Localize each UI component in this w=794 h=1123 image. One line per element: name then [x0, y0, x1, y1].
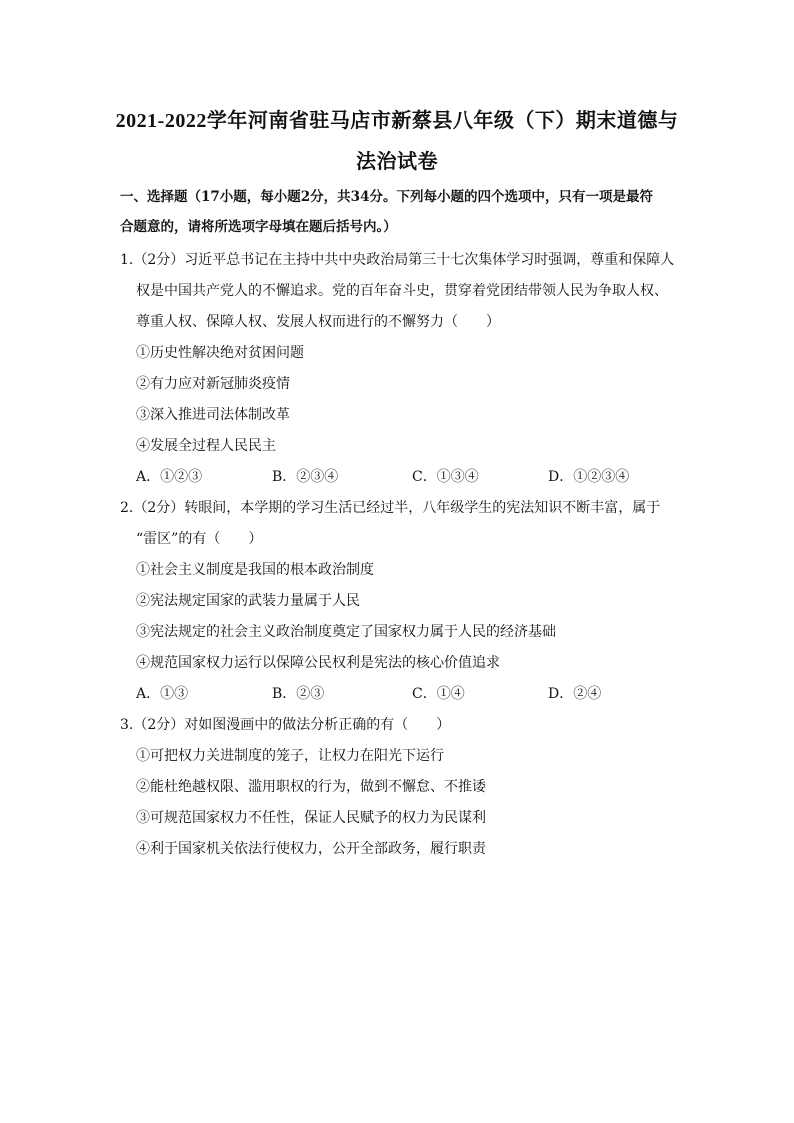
- question-2-line2: “雷区”的有（ ）: [136, 531, 263, 547]
- question-1-statement-2: ②有力应对新冠肺炎疫情: [136, 376, 290, 392]
- exam-title-line1: 2021-2022学年河南省驻马店市新蔡县八年级（下）期末道德与: [115, 110, 679, 132]
- question-1-option-b: B．②③④: [272, 469, 339, 485]
- question-3-statement-1: ①可把权力关进制度的笼子，让权力在阳光下运行: [136, 748, 444, 764]
- question-3-line1: 3.（2分）对如图漫画中的做法分析正确的有（ ）: [120, 717, 451, 733]
- question-2-statement-3: ③宪法规定的社会主义政治制度奠定了国家权力属于人民的经济基础: [136, 624, 556, 640]
- question-1-line3: 尊重人权、保障人权、发展人权而进行的不懈努力（ ）: [136, 314, 500, 330]
- question-1-option-c: C．①③④: [412, 469, 479, 485]
- question-2-statement-4: ④规范国家权力运行以保障公民权利是宪法的核心价值追求: [136, 655, 500, 671]
- question-1-option-d: D．①②③④: [548, 469, 630, 485]
- question-2-statement-2: ②宪法规定国家的武装力量属于人民: [136, 593, 360, 609]
- question-2-line1: 2.（2分）转眼间，本学期的学习生活已经过半，八年级学生的宪法知识不断丰富，属于: [120, 500, 661, 516]
- question-2-option-b: B．②③: [272, 686, 325, 702]
- question-1-option-a: A．①②③: [136, 469, 203, 485]
- question-2-option-c: C．①④: [412, 686, 465, 702]
- section-heading-line2: 合题意的，请将所选项字母填在题后括号内。）: [120, 219, 397, 235]
- question-1-statement-3: ③深入推进司法体制改革: [136, 407, 290, 423]
- question-2-option-a: A．①③: [136, 686, 189, 702]
- section-heading-line1: 一、选择题（17小题，每小题2分，共34分。下列每小题的四个选项中，只有一项是最符: [120, 189, 653, 205]
- question-1-statement-1: ①历史性解决绝对贫困问题: [136, 345, 304, 361]
- question-1-line2: 权是中国共产党人的不懈追求。党的百年奋斗史，贯穿着党团结带领人民为争取人权、: [136, 283, 668, 299]
- question-2-statement-1: ①社会主义制度是我国的根本政治制度: [136, 562, 374, 578]
- exam-title-line2: 法治试卷: [356, 151, 438, 173]
- question-3-statement-3: ③可规范国家权力不任性，保证人民赋予的权力为民谋利: [136, 810, 486, 826]
- question-2-option-d: D．②④: [548, 686, 602, 702]
- question-1-line1: 1.（2分）习近平总书记在主持中共中央政治局第三十七次集体学习时强调，尊重和保障人: [120, 252, 675, 268]
- question-1-statement-4: ④发展全过程人民民主: [136, 438, 276, 454]
- question-3-statement-2: ②能杜绝越权限、滥用职权的行为，做到不懈怠、不推诿: [136, 779, 486, 795]
- question-3-statement-4: ④利于国家机关依法行使权力，公开全部政务，履行职责: [136, 841, 486, 857]
